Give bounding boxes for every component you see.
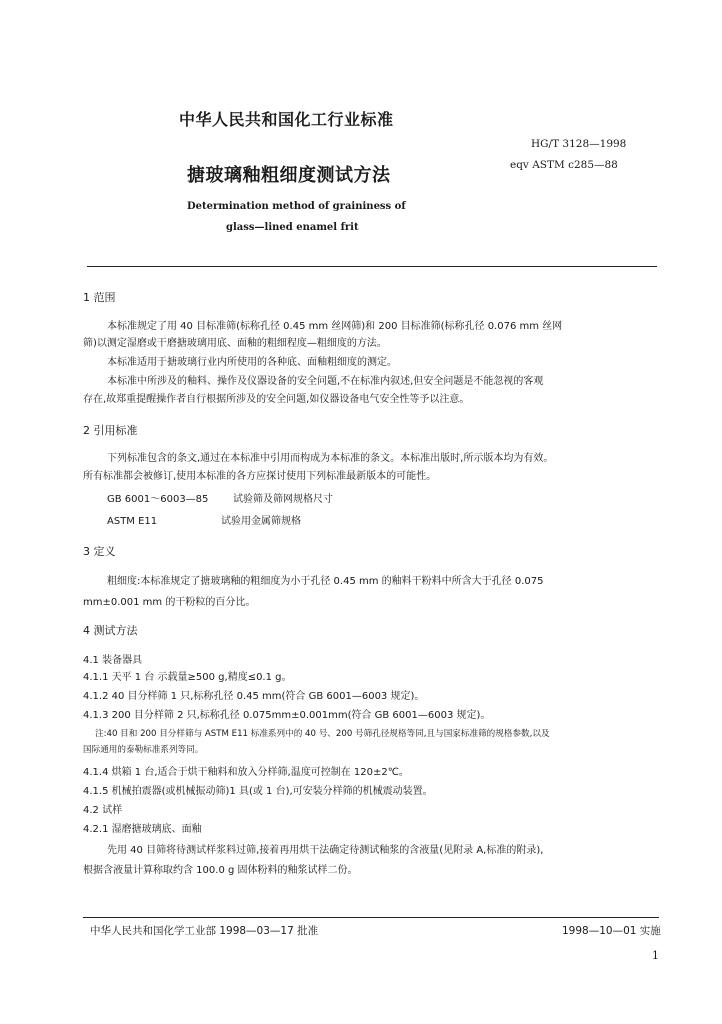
section-1-para1-line1: 本标准规定了用 40 目标准筛(标称孔径 0.45 mm 丝网筛)和 200 目标准筛(标称孔径 0.076 mm 丝网: [107, 321, 563, 332]
english-title-line1: Determination method of graininess of: [187, 201, 406, 212]
english-title-line2: glass—lined enamel frit: [226, 222, 359, 233]
section-1-para3-line1: 本标准中所涉及的釉料、操作及仪器设备的安全问题,不在标准内叙述,但安全问题是不能忽视的客观: [107, 376, 544, 387]
note-line2: 国际通用的泰勒标准系列等同。: [83, 745, 204, 755]
document-title: 搪玻璃釉粗细度测试方法: [187, 165, 391, 186]
footer-divider: [83, 917, 659, 918]
note-line1: 注:40 目和 200 目分样筛与 ASTM E11 标准系列中的 40 号、200 号筛孔径规格等同,且与国家标准筛的规格参数,以及: [95, 729, 550, 739]
clause-4-2: 4.2 试样: [83, 805, 123, 816]
clause-4-1-3: 4.1.3 200 目分样筛 2 只,标称孔径 0.075mm±0.001mm(符合 GB 6001—6003 规定)。: [83, 710, 491, 721]
section-1-para1-line2: 筛)以测定湿磨或干磨搪玻璃用底、面釉的粗细程度—粗细度的方法。: [83, 338, 387, 349]
section-2-para-line1: 下列标准包含的条文,通过在本标准中引用而构成为本标准的条文。本标准出版时,所示版本均为有效。: [107, 453, 554, 464]
equivalence-note: eqv ASTM c285—88: [510, 159, 618, 171]
section-2-para-line2: 所有标准都会被修订,使用本标准的各方应探讨使用下列标准最新版本的可能性。: [83, 471, 437, 482]
clause-4-2-1: 4.2.1 湿磨搪玻璃底、面釉: [83, 824, 202, 835]
page-number: 1: [652, 949, 659, 962]
clause-4-2-1-para-line2: 根据含液量计算称取约含 100.0 g 固体粉料的釉浆试样二份。: [83, 865, 358, 876]
clause-4-1: 4.1 装备器具: [83, 655, 143, 666]
section-4-heading: 4 测试方法: [83, 624, 138, 637]
clause-4-1-2: 4.1.2 40 目分样筛 1 只,标称孔径 0.45 mm(符合 GB 6001—6003 规定)。: [83, 691, 425, 702]
definition-line2: mm±0.001 mm 的干粉粒的百分比。: [83, 597, 256, 608]
section-1-para3-line2: 存在,故郑重提醒操作者自行根据所涉及的安全问题,如仪器设备电气安全性等予以注意。: [83, 394, 470, 405]
reference-1-code: GB 6001～6003—85: [107, 494, 209, 505]
clause-4-2-1-para-line1: 先用 40 目筛将待测试样浆料过筛,接着再用烘干法确定待测试釉浆的含液量(见附录 A,标准的附录),: [107, 845, 544, 856]
header-divider: [87, 266, 657, 267]
approval-line: 中华人民共和国化学工业部 1998—03—17 批准: [90, 925, 319, 937]
section-1-para2: 本标准适用于搪玻璃行业内所使用的各种底、面釉粗细度的测定。: [107, 357, 397, 368]
reference-2-title: 试验用金属筛规格: [221, 516, 301, 527]
section-2-heading: 2 引用标准: [83, 424, 138, 437]
clause-4-1-1: 4.1.1 天平 1 台 示载量≥500 g,精度≤0.1 g。: [83, 672, 292, 683]
section-1-heading: 1 范围: [83, 291, 116, 304]
clause-4-1-4: 4.1.4 烘箱 1 台,适合于烘干釉料和放入分样筛,温度可控制在 120±2℃。: [83, 767, 409, 778]
reference-2-code: ASTM E11: [107, 516, 158, 527]
clause-4-1-5: 4.1.5 机械拍震器(或机械振动筛)1 具(或 1 台),可安装分样筛的机械震动装置。: [83, 786, 433, 797]
definition-line1: 粗细度:本标准规定了搪玻璃釉的粗细度为小于孔径 0.45 mm 的釉料干粉料中所含大于孔径 0.075: [107, 576, 544, 587]
issuing-body-title: 中华人民共和国化工行业标准: [179, 110, 394, 129]
implementation-date: 1998—10—01 实施: [562, 925, 661, 937]
section-3-heading: 3 定义: [83, 545, 116, 558]
reference-1-title: 试验筛及筛网规格尺寸: [233, 494, 333, 505]
standard-number: HG/T 3128—1998: [531, 138, 627, 150]
